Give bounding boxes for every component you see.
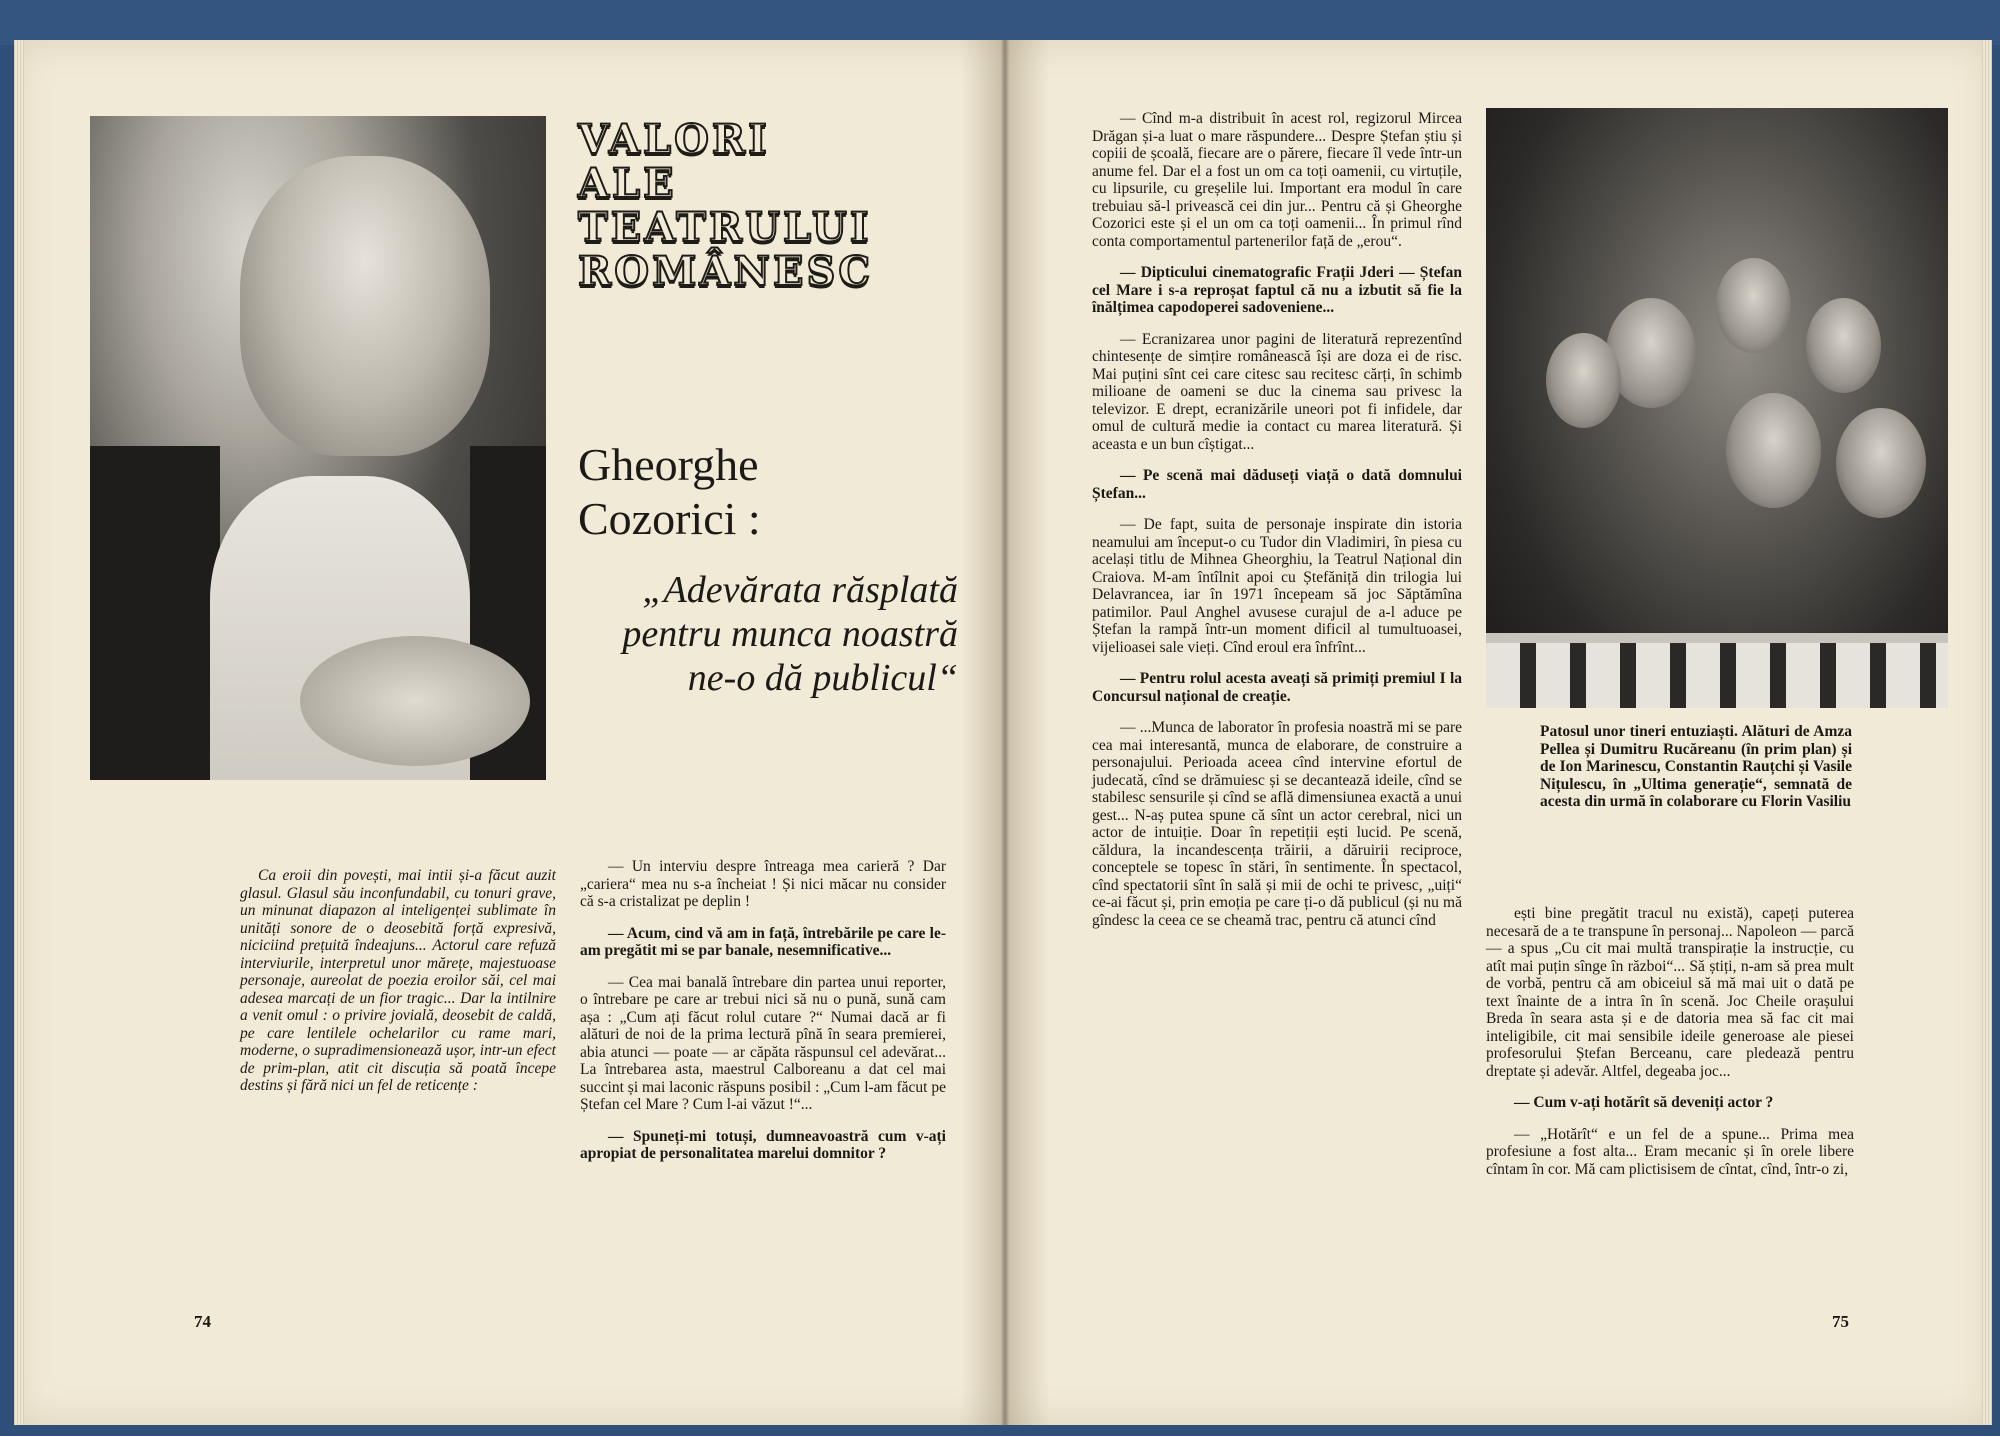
page-number-left: 74: [194, 1312, 211, 1331]
article-subtitle-quote: [578, 568, 958, 700]
interview-question: — Acum, cind vă am in față, întrebările pe care le-am pregătit mi se par banale, nesemnificative...: [580, 924, 946, 959]
interview-question: — Cum v-ați hotărît să deveniți actor ?: [1514, 1094, 1774, 1111]
photo-detail: [1716, 258, 1791, 353]
quote-line: ne-o dă publicul“: [687, 657, 958, 699]
photo-detail: [1836, 408, 1926, 518]
left-page-edges: [14, 40, 24, 1425]
photo-detail: [1726, 393, 1821, 508]
column-2: [580, 858, 946, 1177]
interview-question: — Pe scenă mai dăduseți viață o dată domnului Ștefan...: [1092, 467, 1462, 502]
intro-text: Ca eroii din povești, mai intii și-a făcut auzit glasul. Glasul său inconfundabil, cu tonuri grave, un minunat diapazon al inteligenței sublimate în unități sonore de o deosebită forță expresivă, niciciind prețuită îndeajuns... Actorul care refuză interviurile, interpretul unor mărețe, majestuoase personaje, aureolat de poezia eroilor săi, cel mai adesea marcați de un fior tragic... Dar la intilnire a venit omul : o privire jovială, deosebit de caldă, pe care lentilele ochelarilor cu rame mari, moderne, o supradimensionează ușor, intr-un efect de prim-plan, atit cit discuția să poată începe destins și fără nici un fel de reticențe :: [240, 867, 556, 1094]
interview-answer: — ...Munca de laborator în profesia noastră mi se pare cea mai interesantă, munca de elaborare, de construire a personajului. Perioada aceea cînd intervine efortul de judecată, cînd se drămuiesc și se decantează ideile, cînd se stabilesc sensurile și cînd se află dimensiunea exactă a unui gest... N-aș putea spune că sînt un actor cerebral, nici un actor de intuiție. Doar în repetiții ești lucid. Pe scenă, căldura, la incandescența trăirii, a dăruirii reciproce, conceptele se topesc în stări, în sentimente. În spectacol, cînd spectatorii sînt în sală și mii de ochi te privesc, „uiți“ ce-ai făcut și, prin emoția pe care ți-o dă publicul (și nu mă gîndesc la ceea ce se cheamă trac, pentru că atunci cînd: [1092, 719, 1462, 929]
portrait-photo: [90, 116, 546, 780]
interview-question: — Pentru rolul acesta aveați să primiți premiul I la Concursul național de creație.: [1092, 670, 1462, 705]
photo-detail: [1806, 298, 1881, 393]
intro-paragraph: [240, 867, 556, 1109]
interview-answer: — Un interviu despre întreaga mea carieră ? Dar „cariera“ mea nu s-a încheiat ! Și nici măcar nu consider că s-a cristalizat pe deplin !: [580, 858, 946, 910]
interview-answer: — „Hotărît“ e un fel de a spune... Prima mea profesiune a fost alta... Eram mecanic și în orele libere cîntam în cor. Mă cam plictisisem de cîntat, cînd, într-o zi,: [1486, 1125, 1854, 1178]
interview-answer: — Cînd m-a distribuit în acest rol, regizorul Mircea Drăgan și-a luat o mare răspundere... Despre Ștefan știu și copiii de școală, fiecare are o părere, fiecare îl vede într-un anume fel. Dar el a fost un om ca toți oamenii, cu virtuțile, cu lipsurile, cu greșelile lui. Important era modul în care trebuiau să-l privească cei din jur... Pentru că și Gheorghe Cozorici este și el un om ca toți oamenii... În primul rînd conta comportamentul partenerilor față de „erou“.: [1092, 110, 1462, 250]
photo-detail: [1486, 643, 1948, 708]
stage-photo: [1486, 108, 1948, 708]
series-title-line: ALE: [578, 160, 677, 207]
interview-answer: — Ecranizarea unor pagini de literatură reprezentînd chintesențe de simțire românească își are doza ei de risc. Mai puțini sînt cei care citesc sau recitesc cărți, în schimb milioane de oameni se duc la cinema sau privesc la televizor. E drept, ecranizările uneori pot fi infidele, dar omul de cultură medie ia contact cu marea literatură. Și aceasta e un bun cîștigat...: [1092, 330, 1462, 453]
photo-caption: Patosul unor tineri entuziaști. Alături de Amza Pellea și Dumitru Rucăreanu (în prim plan) și de Ion Marinescu, Constantin Rauțchi și Vasile Nițulescu, în „Ultima generație“, semnată de acesta din urmă în colaborare cu Florin Vasiliu: [1540, 723, 1852, 810]
right-page-edges: [1982, 40, 1992, 1425]
title-line: Cozorici :: [578, 493, 761, 544]
photo-detail: [1546, 333, 1621, 428]
interview-question: — Dipticului cinematografic Frații Jderi — Ștefan cel Mare i s-a reproșat faptul că nu a izbutit să fie la înălțimea capodoperei sadoveniene...: [1092, 264, 1462, 316]
title-line: Gheorghe: [578, 439, 759, 490]
series-title-line: VALORI: [578, 116, 770, 163]
quote-line: „Adevărata răsplată: [642, 569, 958, 611]
series-title-line: ROMÂNESC: [578, 248, 874, 295]
photo-detail: [300, 636, 530, 766]
article-title: [578, 438, 908, 546]
book-binding: [0, 0, 2000, 45]
series-title-line: TEATRULUI: [578, 204, 872, 251]
column-4: [1486, 905, 1854, 1192]
photo-detail: [240, 156, 490, 456]
interview-answer: — De fapt, suita de personaje inspirate din istoria neamului am început-o cu Tudor din Vladimiri, în piesa cu același titlu de Mihnea Gheorghiu, la Teatrul Național din Craiova. M-am întîlnit apoi cu Ștefăniță din trilogia lui Delavrancea, iar în 1971 începeam să joc Săptămîna patimilor. Paul Anghel avusese curajul de a-l aduce pe Ștefan la rampă într-un moment dificil al tumultuoasei, vijelioasei sale vieți. Cînd eroul era înfrînt...: [1092, 516, 1462, 656]
quote-line: pentru munca noastră: [622, 613, 958, 655]
column-3: [1092, 110, 1462, 943]
interview-answer: — Cea mai banală întrebare din partea unui reporter, o întrebare pe care ar trebui nici să nu o pună, sună cam așa : „Cum ați făcut rolul cutare ?“ Numai dacă ar fi alături de noi de la prima lectură pînă în seara premierei, abia atunci — poate — ar căpăta răspunsul cel adevărat... La întrebarea asta, maestrul Calboreanu a dat cel mai succint și mai laconic răspuns posibil : „Cum l-am făcut pe Ștefan cel Mare ? Cum l-ai văzut !“...: [580, 973, 946, 1113]
photo-detail: [90, 446, 220, 780]
series-title: [578, 118, 958, 294]
interview-answer: ești bine pregătit tracul nu există), capeți puterea necesară de a te transpune în personaj... Napoleon — parcă — a spus „Cu cit mai multă transpirație la instrucție, cu atît mai puțin sînge în război“... Să știți, n-am să prea mult de vorbă, pentru că am obiceiul să mă mai uit o dată pe text înainte de a intra în în scenă. Joc Cheile orașului Breda în seara asta și e de datoria mea să fac cit mai inteligibile, cit mai sensibile ideile generoase ale piesei profesorului Ștefan Berceanu, care pledează pentru dreptate și adevăr. Altfel, degeaba joc...: [1486, 905, 1854, 1080]
interview-question: — Spuneți-mi totuși, dumneavoastră cum v-ați apropiat de personalitatea marelui domnitor ?: [580, 1127, 946, 1162]
page-number-right: 75: [1832, 1312, 1849, 1331]
